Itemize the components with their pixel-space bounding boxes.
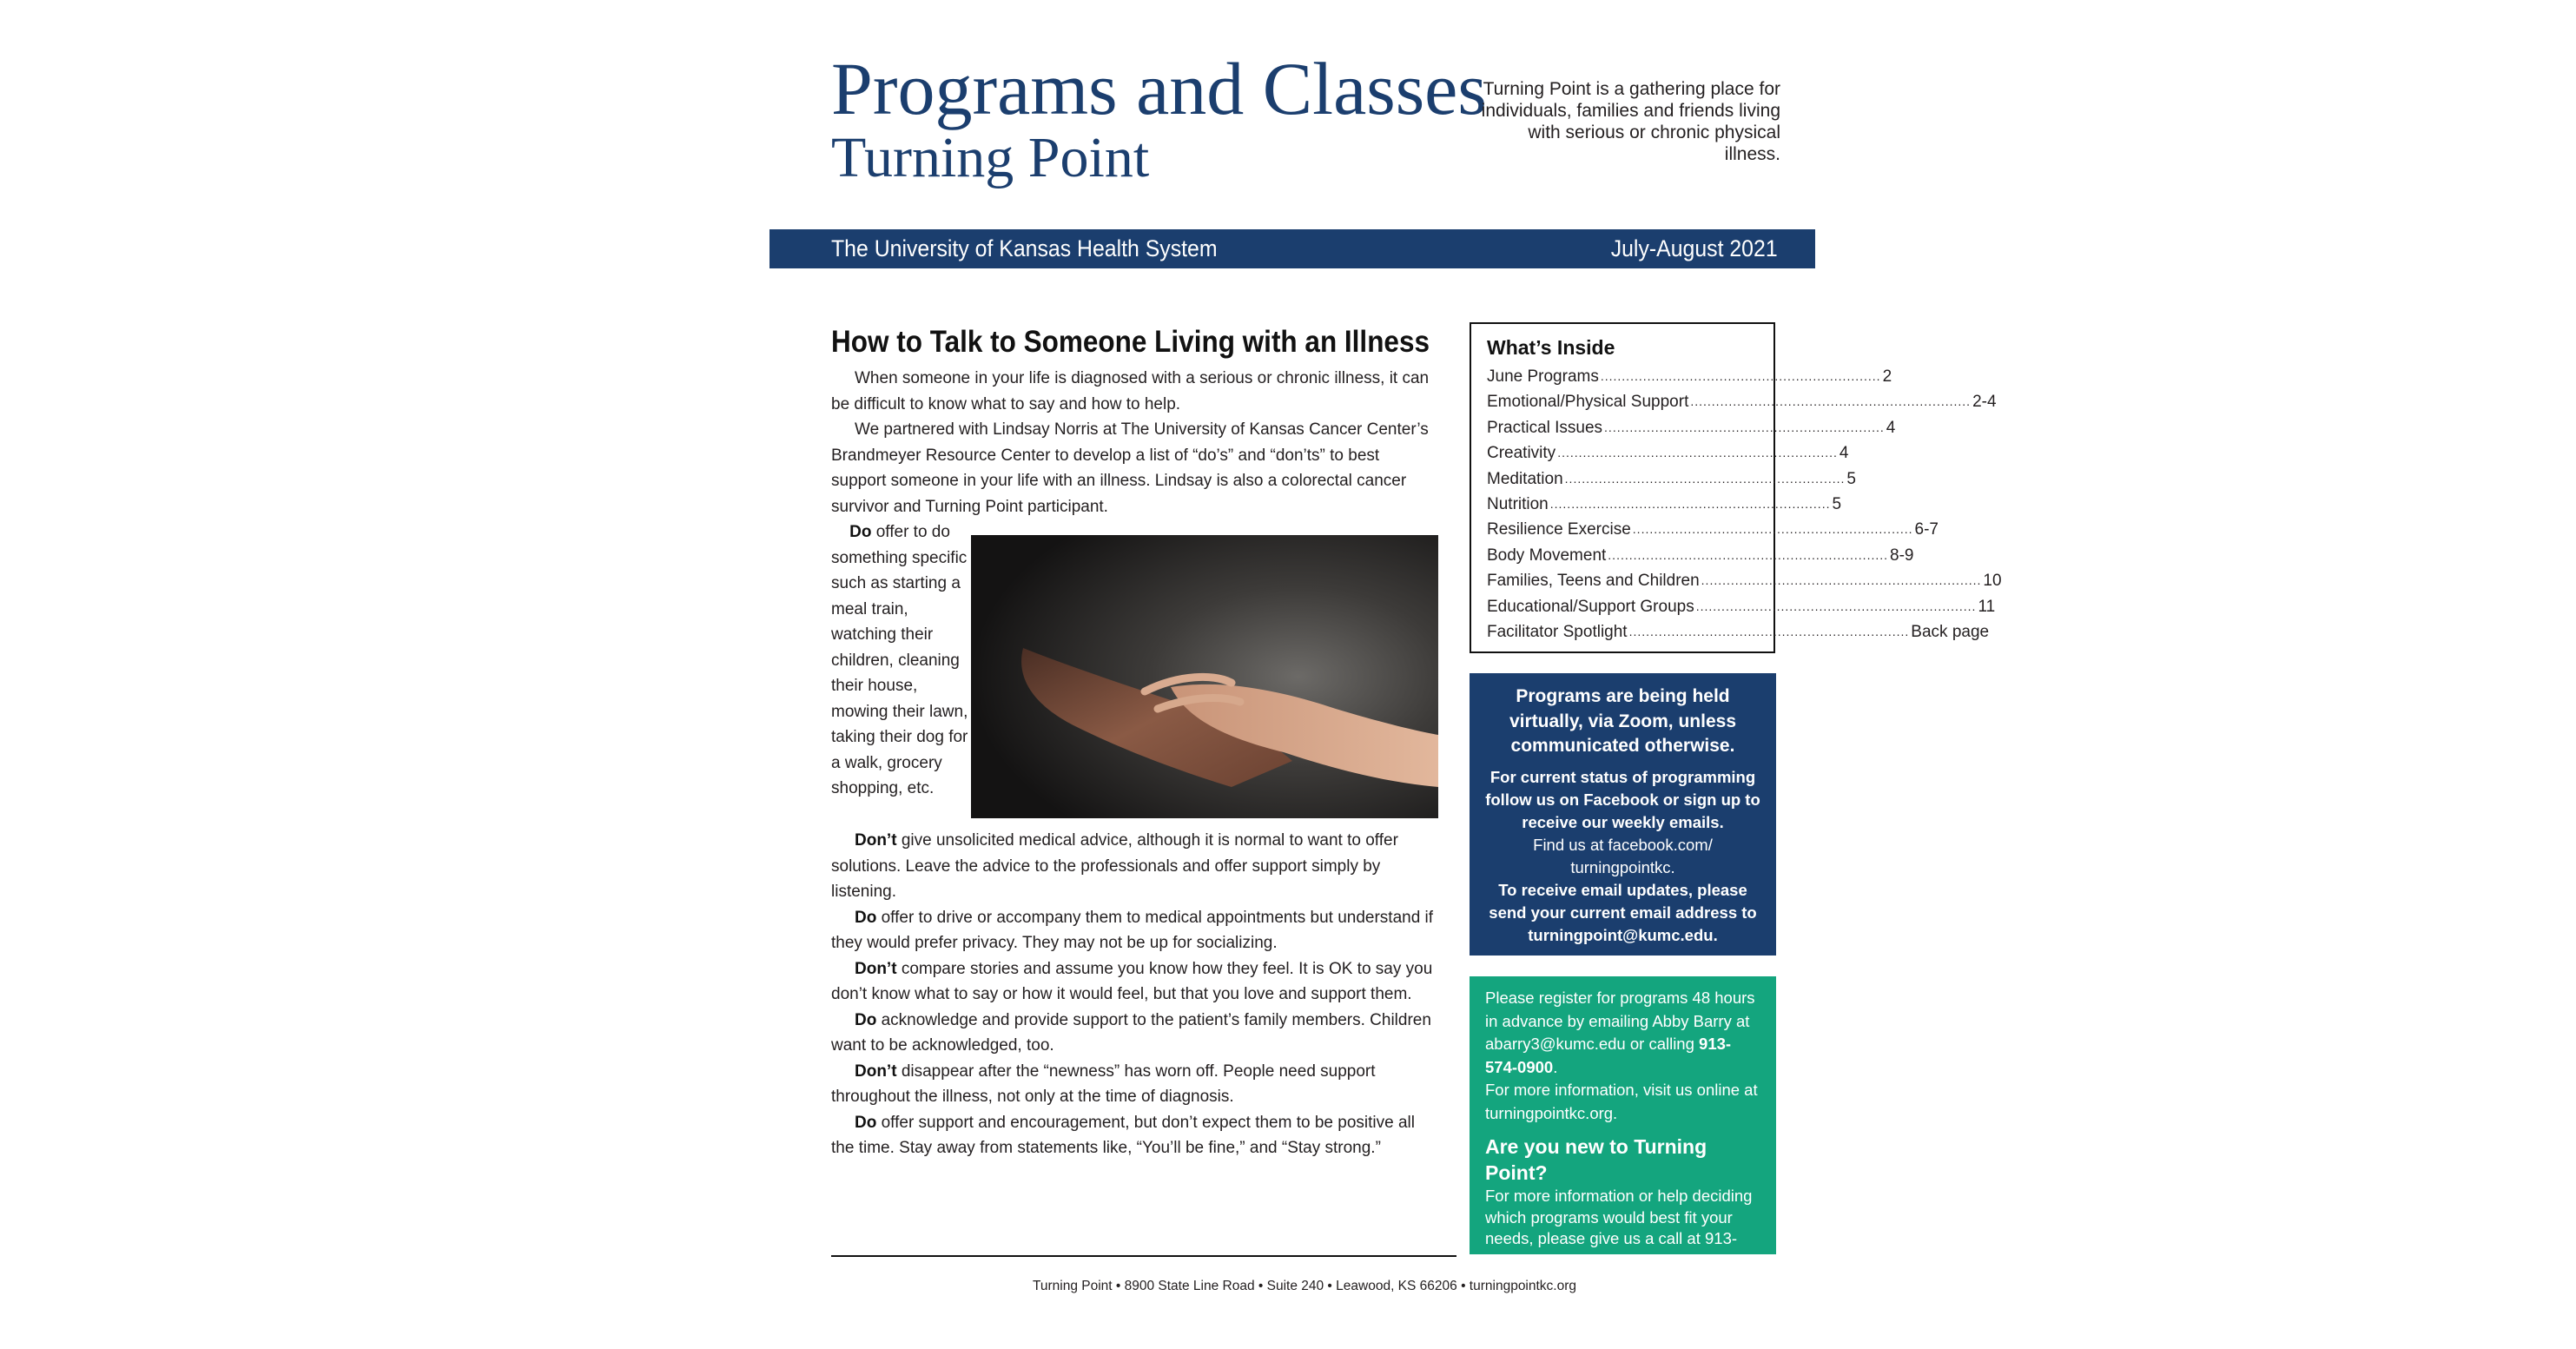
tagline: Turning Point is a gathering place for individuals, families and friends living with serious or chronic physical illness. [1481, 79, 1780, 164]
toc-item-page: 6-7 [1914, 520, 1939, 539]
toc-item: Creativity .................................................................. 4 [1487, 440, 1758, 466]
toc-item-label: Educational/Support Groups [1487, 597, 1694, 616]
toc-item: Facilitator Spotlight .................................................................. Back page [1487, 619, 1758, 645]
article-intro [831, 366, 1430, 519]
toc-item-page: 4 [1839, 444, 1849, 463]
toc-item-page: 5 [1832, 495, 1842, 514]
tip-text: compare stories and assume you know how they feel. It is OK to say you don’t know what to say or how it would feel, but that you love and support them. [831, 959, 1433, 1003]
toc-item-label: Creativity [1487, 444, 1556, 463]
toc-item: Educational/Support Groups .................................................................. 11 [1487, 594, 1758, 619]
new-visitor-heading: Are you new to Turning Point? [1485, 1135, 1707, 1184]
toc-item-label: Nutrition [1487, 495, 1549, 514]
tip-label: Do [849, 523, 872, 541]
toc-item-page: 2-4 [1972, 393, 1997, 412]
toc-item-page: 10 [1983, 572, 2002, 591]
zoom-status: For current status of programming follow us on Facebook or sign up to receive our weekly emails. [1485, 767, 1760, 831]
register-online-info: For more information, visit us online at turningpointkc.org. [1485, 1081, 1758, 1122]
article-tips [831, 828, 1439, 1161]
toc-item: Resilience Exercise .................................................................. 6-7 [1487, 517, 1758, 542]
tip-text: give unsolicited medical advice, although it is normal to want to offer solutions. Leave the advice to the professionals and offer support simply by listening. [831, 831, 1398, 901]
register-phone: 913-574-0900 [1485, 1035, 1732, 1076]
tip-label: Do [855, 1113, 877, 1132]
tip-paragraph [831, 1110, 1439, 1161]
toc-item-page: Back page [1911, 623, 1990, 642]
toc-item: June Programs .................................................................. 2 [1487, 364, 1758, 389]
tip-paragraph [831, 905, 1439, 956]
toc-item-page: 11 [1978, 597, 1996, 616]
tip-label: Don’t [855, 831, 897, 850]
tip-paragraph [831, 1008, 1439, 1059]
banner-organization: The University of Kansas Health System [831, 235, 1218, 261]
tip-text: offer to drive or accompany them to medical appointments but understand if they would prefer privacy. They may not be up for socializing. [831, 908, 1434, 952]
footer-divider [831, 1255, 1456, 1257]
toc-item: Emotional/Physical Support .................................................................. 2-4 [1487, 389, 1758, 414]
banner-date: July-August 2021 [1611, 235, 1778, 261]
tip-paragraph [831, 828, 1439, 905]
page-title: Programs and Classes [831, 47, 1487, 130]
tip-paragraph [831, 1059, 1439, 1110]
toc-item: Practical Issues .................................................................. 4 [1487, 415, 1758, 440]
intro-paragraph: We partnered with Lindsay Norris at The University of Kansas Cancer Center’s Brandmeyer Resource Center to develop a list of “do’s” and “don’ts” to best support someone in your life with an illness. Lindsay is also a colorectal cancer survivor and Turning Point participant. [831, 420, 1429, 516]
zoom-heading: Programs are being held virtually, via Zoom, unless communicated otherwise. [1509, 686, 1737, 756]
toc-item: Nutrition .................................................................. 5 [1487, 492, 1758, 517]
header-banner [769, 229, 1815, 268]
new-visitor-line: For more information or help deciding which programs would best fit your needs, please give us a call at [1485, 1187, 1753, 1247]
toc-item-label: Body Movement [1487, 546, 1607, 565]
toc-item-label: Meditation [1487, 469, 1563, 488]
toc-item-label: Facilitator Spotlight [1487, 623, 1628, 642]
toc-item-label: Resilience Exercise [1487, 520, 1631, 539]
toc-item-page: 2 [1882, 367, 1892, 386]
toc-item-label: June Programs [1487, 367, 1599, 386]
article-tip [831, 519, 970, 802]
toc-item-page: 8-9 [1890, 546, 1914, 565]
register-text: Please register for programs 48 hours in advance by emailing Abby Barry at abarry3@kumc.edu or calling 913-574-0900. [1485, 989, 1755, 1076]
zoom-email-updates: To receive email updates, please send your current email address to turningpoint@kumc.edu. [1489, 880, 1757, 944]
hands-photo [971, 535, 1438, 818]
zoom-details [1483, 766, 1762, 947]
toc-item: Families, Teens and Children .................................................................. 10 [1487, 568, 1758, 593]
register-info-box [1470, 976, 1776, 1269]
article-heading: How to Talk to Someone Living with an Illness [831, 325, 1430, 359]
zoom-info-box [1470, 673, 1776, 956]
toc-item: Meditation .................................................................. 5 [1487, 466, 1758, 492]
tip-label: Don’t [855, 1061, 897, 1081]
toc-item-label: Practical Issues [1487, 418, 1603, 437]
tip-text: acknowledge and provide support to the patient’s family members. Children want to be acknowledged, too. [831, 1010, 1431, 1055]
toc-item: Body Movement .................................................................. 8-9 [1487, 543, 1758, 568]
tip-text: offer support and encouragement, but don’t expect them to be positive all the time. Stay away from statements like, “You’ll be fine,” and “Stay strong.” [831, 1113, 1415, 1157]
toc-item-label: Families, Teens and Children [1487, 572, 1700, 591]
toc-item-label: Emotional/Physical Support [1487, 393, 1689, 412]
tip-text: disappear after the “newness” has worn off. People need support throughout the illness, not only at the time of diagnosis. [831, 1061, 1376, 1106]
intro-paragraph: When someone in your life is diagnosed with a serious or chronic illness, it can be difficult to know what to say and how to help. [831, 369, 1430, 413]
toc-item-page: 4 [1886, 418, 1896, 437]
new-visitor-phone: 913-574-0900. [1485, 1229, 1738, 1269]
zoom-facebook: Find us at facebook.com/ turningpointkc. [1533, 835, 1713, 876]
toc-item-page: 5 [1846, 469, 1856, 488]
tip-label: Do [855, 908, 877, 927]
toc-title: What’s Inside [1487, 336, 1615, 359]
footer-address: Turning Point • 8900 State Line Road • Suite 240 • Leawood, KS 66206 • turningpointkc.org [1032, 1279, 1577, 1293]
tip-label: Do [855, 1010, 877, 1029]
tip-paragraph [831, 956, 1439, 1008]
register-line: Please register for programs 48 hours in advance by emailing Abby Barry at abarry3@kumc.edu or calling [1485, 989, 1755, 1053]
tip-text: offer to do something specific such as starting a meal train, watching their children, cleaning their house, mowing their lawn, taking their dog for a walk, grocery shopping, etc. [831, 523, 968, 797]
new-visitor-text [1485, 1186, 1760, 1271]
tip-label: Don’t [855, 959, 897, 978]
page-subtitle: Turning Point [831, 126, 1150, 189]
whats-inside-box [1470, 322, 2002, 653]
